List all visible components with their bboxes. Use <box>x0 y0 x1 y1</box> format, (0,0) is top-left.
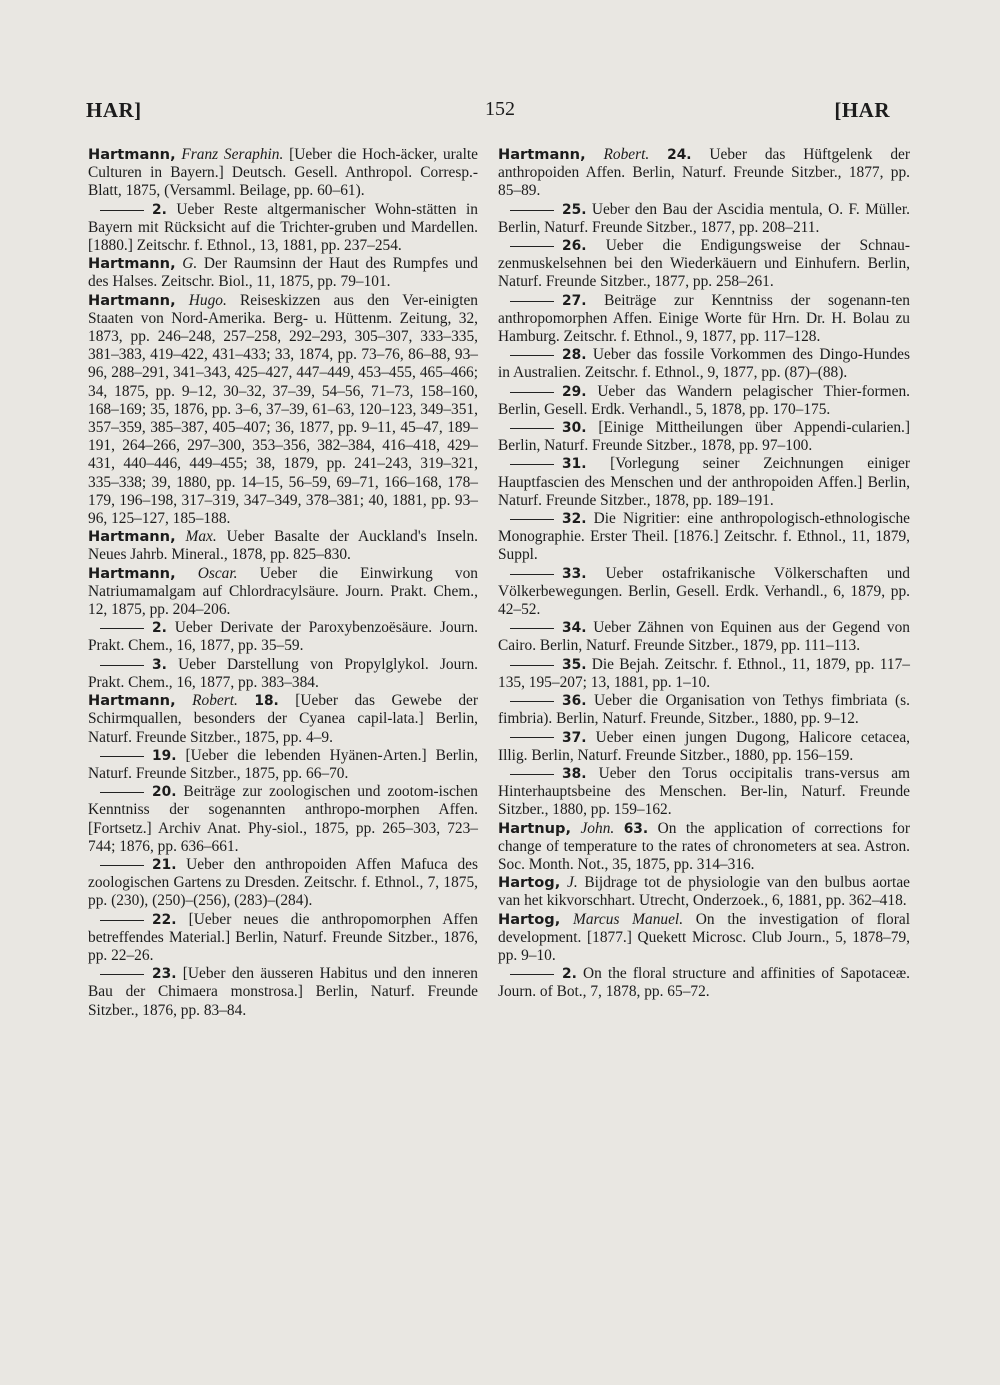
entry-number: 30. <box>562 420 587 437</box>
ditto-dash <box>100 974 144 975</box>
author-entry <box>88 146 478 201</box>
continuation-entry <box>88 965 478 1020</box>
author-surname: Hartmann, <box>88 692 176 710</box>
ditto-dash <box>100 210 144 211</box>
entry-number: 38. <box>562 765 587 782</box>
ditto-dash <box>510 737 554 738</box>
entry-text: Ueber das Hüftgelenk der anthropoiden Affen. Berlin, Naturf. Freunde Sitzber., 1877, pp. 85–89. <box>498 146 910 200</box>
entry-number: 63. <box>623 820 649 837</box>
author-given-name: Robert. <box>603 146 650 163</box>
entry-number: 32. <box>562 511 587 528</box>
author-entry <box>88 292 478 529</box>
entry-text: Ueber den Bau der Ascidia mentula, O. F. Müller. Berlin, Naturf. Freunde Sitzber., 1877, pp. 208–211. <box>498 200 910 236</box>
continuation-entry <box>498 237 910 292</box>
author-surname: Hartmann, <box>88 564 176 582</box>
entry-number: 24. <box>667 147 692 163</box>
ditto-dash <box>100 865 144 866</box>
author-entry <box>88 692 478 747</box>
entry-number: 19. <box>152 747 177 764</box>
entry-text: On the floral structure and affinities of Sapotaceæ. Journ. of Bot., 7, 1878, pp. 65–72. <box>498 965 910 1001</box>
continuation-entry <box>498 765 910 820</box>
entry-text: On the application of corrections for change of temperature to the rates of chronometers at sea. Astron. Soc. Month. Not., 35, 1875, pp. 314–316. <box>498 819 910 873</box>
continuation-entry <box>498 619 910 655</box>
continuation-entry <box>498 383 910 419</box>
entry-text: Ueber Zähnen von Equinen aus der Gegend von Cairo. Berlin, Naturf. Freunde Sitzber., 1879, pp. 111–113. <box>498 619 910 655</box>
entry-text: Ueber Reste altgermanischer Wohn-stätten in Bayern mit Rücksicht auf die Trichter-gruben und Mardellen. [1880.] Zeitschr. f. Ethnol., 13, 1881, pp. 237–254. <box>88 200 478 255</box>
entry-number: 26. <box>562 238 587 255</box>
entry-text: Bijdrage tot de physiologie van den bulbus aortae van het kikvorschhart. Utrecht, Onderzoek., 6, 1881, pp. 362–418. <box>498 874 910 910</box>
continuation-entry <box>498 565 910 620</box>
entry-text: Ueber Derivate der Paroxybenzoësäure. Journ. Prakt. Chem., 16, 1877, pp. 35–59. <box>88 619 478 655</box>
continuation-entry <box>88 911 478 966</box>
entry-number: 27. <box>562 292 587 309</box>
ditto-dash <box>510 974 554 975</box>
ditto-dash <box>510 392 554 393</box>
author-surname: Hartog, <box>498 874 561 892</box>
author-entry <box>88 528 478 564</box>
entry-number: 2. <box>152 620 167 637</box>
ditto-dash <box>510 628 554 629</box>
entry-number: 25. <box>562 201 587 218</box>
entry-text: Ueber Basalte der Auckland's Inseln. Neues Jahrb. Mineral., 1878, pp. 825–830. <box>88 528 478 564</box>
entry-number: 29. <box>562 383 587 400</box>
author-given-name: J. <box>566 874 578 892</box>
ditto-dash <box>510 301 554 302</box>
entry-text: Ueber das fossile Vorkommen des Dingo-Hundes in Australien. Zeitschr. f. Ethnol., 9, 1877, pp. (87)–(88). <box>498 346 910 382</box>
ditto-dash <box>510 519 554 520</box>
entry-number: 31. <box>562 456 587 473</box>
ditto-dash <box>100 665 144 666</box>
author-given-name: John. <box>580 819 615 837</box>
entry-number: 2. <box>562 966 577 983</box>
ditto-dash <box>510 774 554 775</box>
entry-number: 35. <box>562 656 587 673</box>
entry-text: Beiträge zur Kenntniss der sogenann-ten anthropomorphen Affen. Einige Worte für Hrn. Dr. H. Bolau zu Hamburg. Zeitschr. f. Ethnol., 9, 1877, pp. 117–128. <box>498 291 910 346</box>
author-given-name: Hugo. <box>188 291 227 309</box>
author-given-name: Max. <box>185 528 217 546</box>
entry-number: 33. <box>562 565 587 582</box>
entry-text: [Ueber den äusseren Habitus und den inneren Bau der Chimaera monstrosa.] Berlin, Naturf. Freunde Sitzber., 1876, pp. 83–84. <box>88 965 478 1019</box>
author-given-name: Marcus Manuel. <box>573 910 684 928</box>
entry-number: 34. <box>562 620 587 637</box>
entry-text: [Ueber die Hoch-äcker, uralte Culturen in Bayern.] Deutsch. Gesell. Anthropol. Corresp.-Blatt, 1875, (Versamml. Beilage, pp. 60–61). <box>88 146 478 200</box>
author-entry <box>88 565 478 620</box>
entry-text: Ueber den Torus occipitalis trans-versus am Hinterhauptsbeine des Menschen. Ber-lin, Naturf. Freunde Sitzber., 1880, pp. 159–162. <box>498 764 910 819</box>
entry-text: Ueber die Organisation von Tethys fimbriata (s. fimbria). Berlin, Naturf. Freunde, Sitzber., 1880, pp. 9–12. <box>498 692 910 728</box>
entry-number: 18. <box>254 693 279 710</box>
continuation-entry <box>88 783 478 856</box>
author-surname: Hartmann, <box>88 528 176 546</box>
entry-text: Ueber das Wandern pelagischer Thier-formen. Berlin, Gesell. Erdk. Verhandl., 5, 1878, pp. 170–175. <box>498 382 910 418</box>
author-surname: Hartnup, <box>498 819 572 837</box>
entry-text: Der Raumsinn der Haut des Rumpfes und des Halses. Zeitschr. Biol., 11, 1875, pp. 79–101. <box>88 255 478 291</box>
author-entry <box>498 874 910 910</box>
entry-number: 2. <box>152 201 167 218</box>
page-header <box>0 98 1000 134</box>
author-surname: Hartmann, <box>88 146 176 163</box>
author-given-name: G. <box>182 255 198 273</box>
entry-text: Ueber den anthropoiden Affen Mafuca des zoologischen Gartens zu Dresden. Zeitschr. f. Ethnol., 7, 1875, pp. (230), (250)–(256), (283)–(284). <box>88 855 478 910</box>
entry-text: [Ueber das Gewebe der Schirmquallen, besonders der Cyanea capil-lata.] Berlin, Naturf. Freunde Sitzber., 1875, pp. 4–9. <box>88 692 478 746</box>
ditto-dash <box>100 628 144 629</box>
author-given-name: Robert. <box>192 692 238 710</box>
entry-number: 23. <box>152 966 177 983</box>
continuation-entry <box>498 201 910 237</box>
entry-text: Die Nigritier: eine anthropologisch-ethnologische Monographie. Erster Theil. [1876.] Zeitschr. f. Ethnol., 11, 1879, Suppl. <box>498 510 910 564</box>
entry-text: Beiträge zur zoologischen und zootom-ischen Kenntniss der sogenannten anthropo-morphen Affen. [Fortsetz.] Archiv Anat. Phy-siol., 1875, pp. 265–303, 723–744; 1876, pp. 636–661. <box>88 783 478 855</box>
entry-text: Die Bejah. Zeitschr. f. Ethnol., 11, 1879, pp. 117–135, 195–207; 13, 1881, pp. 1–10. <box>498 655 910 691</box>
continuation-entry <box>88 201 478 256</box>
entry-text: Ueber ostafrikanische Völkerschaften und Völkerbewegungen. Berlin, Gesell. Erdk. Verhandl., 6, 1879, pp. 42–52. <box>498 564 910 619</box>
author-surname: Hartmann, <box>88 255 176 273</box>
continuation-entry <box>498 346 910 382</box>
ditto-dash <box>100 920 144 921</box>
author-given-name: Franz Seraphin. <box>181 146 284 163</box>
continuation-entry <box>498 510 910 565</box>
continuation-entry <box>498 455 910 510</box>
page-number: 152 <box>485 98 515 120</box>
entry-number: 37. <box>562 729 587 746</box>
ditto-dash <box>510 665 554 666</box>
author-entry <box>498 911 910 966</box>
ditto-dash <box>100 756 144 757</box>
entry-text: Ueber einen jungen Dugong, Halicore cetacea, Illig. Berlin, Naturf. Freunde Sitzber., 1880, pp. 156–159. <box>498 728 910 764</box>
entry-number: 20. <box>152 784 177 801</box>
author-surname: Hartog, <box>498 910 561 928</box>
entry-number: 3. <box>152 656 167 673</box>
ditto-dash <box>510 210 554 211</box>
continuation-entry <box>498 419 910 455</box>
ditto-dash <box>510 574 554 575</box>
continuation-entry <box>88 656 478 692</box>
ditto-dash <box>510 355 554 356</box>
entry-text: On the investigation of floral development. [1877.] Quekett Microsc. Club Journ., 5, 1878–79, pp. 9–10. <box>498 910 910 964</box>
entry-text: [Vorlegung seiner Zeichnungen einiger Hauptfascien des Menschen und der anthropoiden Affen.] Berlin, Naturf. Freunde Sitzber., 1878, pp. 189–191. <box>498 455 910 509</box>
continuation-entry <box>498 692 910 728</box>
entry-text: [Ueber neues die anthropomorphen Affen betreffendes Material.] Berlin, Naturf. Freunde Sitzber., 1876, pp. 22–26. <box>88 910 478 964</box>
entry-number: 21. <box>152 856 177 873</box>
author-given-name: Oscar. <box>197 564 238 582</box>
continuation-entry <box>498 656 910 692</box>
continuation-entry <box>88 856 478 911</box>
continuation-entry <box>498 292 910 347</box>
continuation-entry <box>88 619 478 655</box>
right-column <box>498 146 910 1002</box>
author-surname: Hartmann, <box>88 291 176 309</box>
author-surname: Hartmann, <box>498 146 586 163</box>
left-column <box>88 146 478 1020</box>
ditto-dash <box>510 428 554 429</box>
continuation-entry <box>498 729 910 765</box>
continuation-entry <box>498 965 910 1001</box>
entry-text: [Ueber die lebenden Hyänen-Arten.] Berlin, Naturf. Freunde Sitzber., 1875, pp. 66–70. <box>88 746 478 782</box>
author-entry <box>498 820 910 875</box>
header-left-guide: HAR] <box>86 98 142 122</box>
entry-text: [Einige Mittheilungen über Appendi-cularien.] Berlin, Naturf. Freunde Sitzber., 1878, pp. 97–100. <box>498 419 910 455</box>
entry-number: 36. <box>562 693 587 710</box>
header-right-guide: [HAR <box>834 98 890 122</box>
entry-text: Reiseskizzen aus den Ver-einigten Staaten von Nord-Amerika. Berg- u. Hüttenm. Zeitung, 32, 1873, pp. 246–248, 257–258, 292–293, 305–307, 333–335, 381–383, 419–422, 431–433; 33, 1874, pp. 73–76, 86–88, 93–96, 288–291, 341–343, 425–427, 447–449, 453–455, 465–466; 34, 1875, pp. 9–12, 30–32, 37–39, 54–56, 71–73, 158–160, 168–169; 35, 1876, pp. 3–6, 37–39, 61–63, 120–123, 349–351, 357–359, 385–387, 405–407; 36, 1877, pp. 9–11, 45–47, 189–191, 264–266, 297–300, 353–356, 382–384, 416–418, 429–431, 440–446, 449–455; 38, 1879, pp. 241–243, 319–321, 335–338; 39, 1880, pp. 14–15, 56–59, 69–71, 166–168, 178–179, 196–198, 317–319, 347–349, 378–381; 40, 1881, pp. 93–96, 125–127, 185–188. <box>88 291 478 528</box>
continuation-entry <box>88 747 478 783</box>
entry-number: 28. <box>562 347 587 364</box>
entry-text: Ueber die Einwirkung von Natriumamalgam auf Chlordracylsäure. Journ. Prakt. Chem., 12, 1875, pp. 204–206. <box>88 564 478 619</box>
ditto-dash <box>510 246 554 247</box>
author-entry <box>88 255 478 291</box>
ditto-dash <box>100 792 144 793</box>
entry-text: Ueber Darstellung von Propylglykol. Journ. Prakt. Chem., 16, 1877, pp. 383–384. <box>88 655 478 691</box>
ditto-dash <box>510 701 554 702</box>
author-entry <box>498 146 910 201</box>
entry-text: Ueber die Endigungsweise der Schnau-zenmuskelsehnen bei den Wiederkäuern und Einhufern. Berlin, Naturf. Freunde Sitzber., 1877, pp. 258–261. <box>498 237 910 291</box>
ditto-dash <box>510 464 554 465</box>
entry-number: 22. <box>152 911 177 928</box>
